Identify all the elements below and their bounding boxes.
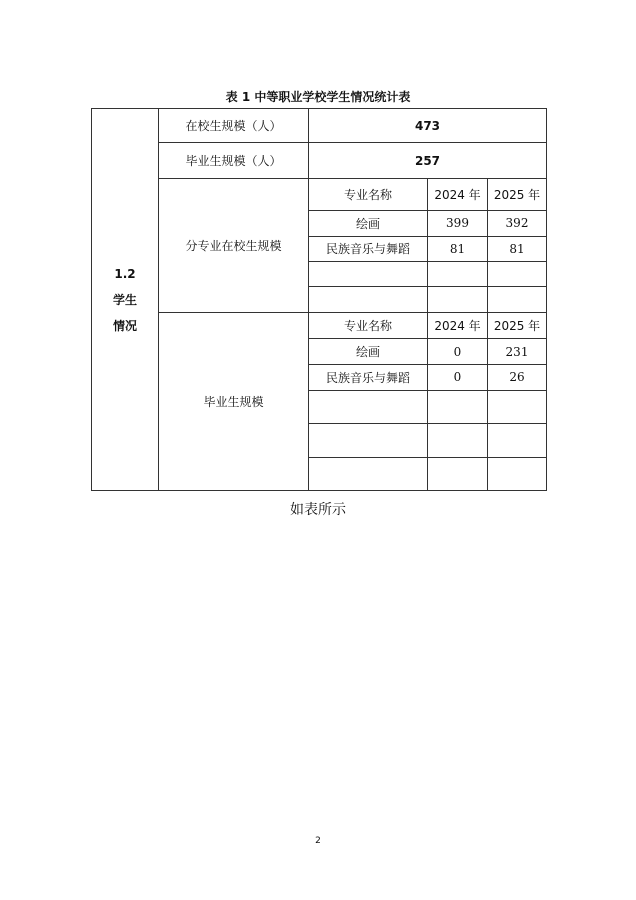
graduates-value: 257 xyxy=(309,143,547,178)
table-cell xyxy=(488,287,547,312)
enrollment-label: 在校生规模（人） xyxy=(159,109,309,143)
table-cell xyxy=(309,287,428,312)
table-cell xyxy=(428,457,488,490)
table-header: 2024 年 xyxy=(428,178,488,210)
table-header: 专业名称 xyxy=(309,312,428,338)
table-cell: 231 xyxy=(488,338,547,364)
table-cell xyxy=(488,424,547,457)
table-cell: 绘画 xyxy=(309,211,428,236)
table-cell xyxy=(309,390,428,423)
section-title-line1: 学生 xyxy=(112,292,137,307)
section-title-line2: 情况 xyxy=(112,318,137,333)
table-note: 如表所示 xyxy=(290,502,346,518)
table-caption: 表 1 中等职业学校学生情况统计表 xyxy=(225,90,411,104)
by-major-graduates-label: 毕业生规模 xyxy=(159,312,309,490)
table-cell xyxy=(488,390,547,423)
table-cell xyxy=(428,287,488,312)
table-cell: 26 xyxy=(488,365,547,390)
table-cell: 399 xyxy=(428,211,488,236)
table-cell: 81 xyxy=(488,236,547,261)
table-cell xyxy=(488,261,547,286)
table-cell xyxy=(488,457,547,490)
student-stats-table-container xyxy=(91,108,546,491)
table-header: 2025 年 xyxy=(488,178,547,210)
student-stats-table xyxy=(91,108,547,491)
table-header: 2024 年 xyxy=(428,312,488,338)
table-header: 专业名称 xyxy=(309,178,428,210)
page-number: 2 xyxy=(315,836,321,846)
section-number: 1.2 xyxy=(114,266,136,281)
table-cell: 0 xyxy=(428,338,488,364)
table-cell: 民族音乐与舞蹈 xyxy=(309,236,428,261)
table-cell: 81 xyxy=(428,236,488,261)
section-cell xyxy=(92,109,159,491)
enrollment-value: 473 xyxy=(309,109,547,143)
table-cell xyxy=(309,261,428,286)
graduates-label: 毕业生规模（人） xyxy=(159,143,309,178)
table-cell xyxy=(309,457,428,490)
table-header: 2025 年 xyxy=(488,312,547,338)
table-cell xyxy=(428,390,488,423)
table-cell xyxy=(428,424,488,457)
by-major-enrollment-label: 分专业在校生规模 xyxy=(159,178,309,312)
table-cell xyxy=(428,261,488,286)
table-cell: 0 xyxy=(428,365,488,390)
table-cell xyxy=(309,424,428,457)
table-cell: 绘画 xyxy=(309,338,428,364)
table-cell: 民族音乐与舞蹈 xyxy=(309,365,428,390)
table-cell: 392 xyxy=(488,211,547,236)
